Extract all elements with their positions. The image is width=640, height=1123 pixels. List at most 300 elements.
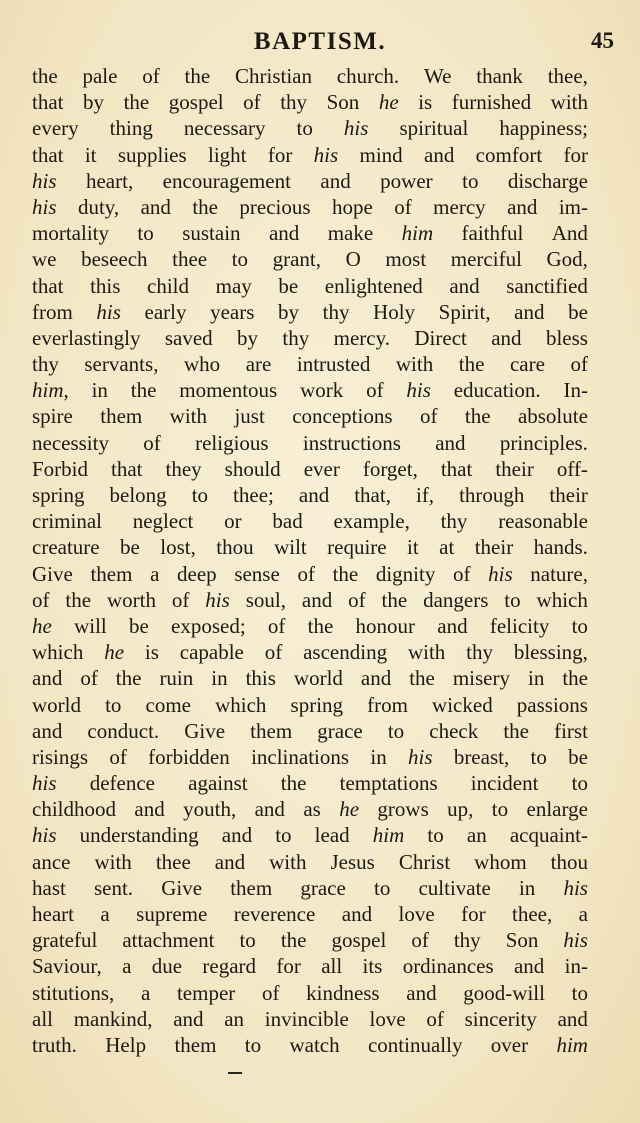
word: thee [155, 849, 191, 874]
word: and [32, 718, 63, 743]
word: will [74, 613, 107, 638]
word: of [267, 613, 286, 638]
word: which [536, 587, 588, 612]
word: Christian [234, 64, 312, 88]
word: acquaint- [509, 823, 588, 848]
word: to [462, 168, 479, 193]
word: thy [282, 325, 310, 350]
word: sanctified [506, 273, 588, 298]
word: and [491, 325, 522, 350]
word: for [563, 142, 588, 167]
word: thy [453, 928, 481, 953]
word: dangers [423, 587, 489, 612]
italic-word: his [343, 116, 369, 141]
word: they [165, 456, 202, 481]
word: and [221, 823, 253, 848]
word: the [184, 64, 211, 88]
text-line [32, 299, 588, 325]
word: sent. [93, 875, 134, 900]
word: belong [109, 483, 167, 507]
word: be [278, 273, 299, 298]
text-line [32, 587, 588, 613]
word: intrusted [296, 352, 371, 377]
word: in [211, 666, 228, 691]
word: deep [177, 561, 217, 586]
word: the [464, 404, 491, 429]
text-line [32, 901, 588, 927]
word: passions [516, 692, 588, 717]
word: Direct [414, 325, 467, 350]
word: over [490, 1032, 529, 1057]
word: and [140, 194, 171, 219]
word: the [123, 90, 150, 115]
word: of [264, 640, 283, 665]
word: Spirit, [438, 299, 491, 324]
word: this [90, 273, 121, 298]
italic-word: him [401, 221, 434, 246]
word: nature, [530, 561, 588, 586]
word: conduct. [87, 718, 160, 743]
word: by [83, 90, 105, 115]
word: thy [322, 299, 350, 324]
word: of [243, 90, 261, 115]
word: through [459, 483, 525, 507]
word: blessing, [513, 640, 588, 665]
word: with [407, 640, 446, 665]
word: lead [314, 823, 350, 848]
word: power [380, 168, 433, 193]
word: stitutions, [32, 980, 115, 1005]
word: im- [558, 194, 588, 219]
word: conceptions [292, 404, 393, 429]
word: them [100, 404, 143, 429]
italic-word: his [32, 823, 57, 848]
word: spire [32, 404, 73, 429]
word: sustain [182, 221, 241, 246]
word: saved [164, 325, 213, 350]
word: every [32, 116, 79, 141]
word: truth. [32, 1032, 77, 1057]
word: and [341, 902, 373, 926]
word: whom [474, 849, 527, 874]
word: early [144, 299, 187, 324]
word: breast, [453, 744, 510, 769]
word: criminal [32, 509, 102, 534]
word: Christ [398, 849, 451, 874]
page-header [0, 28, 640, 58]
word: a [578, 902, 588, 926]
word: thee, [512, 902, 553, 926]
word: spiritual [399, 116, 469, 141]
word: mind [359, 142, 403, 167]
word: servants, [84, 352, 159, 377]
word: and [406, 980, 437, 1005]
word: to [373, 875, 391, 900]
word: the [280, 928, 307, 953]
word: watch [289, 1032, 340, 1057]
word: the [192, 194, 218, 219]
word: the [307, 613, 334, 638]
word: we [32, 247, 57, 272]
word: it [407, 535, 419, 560]
word: of [348, 587, 366, 612]
word: precious [239, 194, 311, 219]
word: of [426, 1006, 444, 1031]
word: the [381, 587, 408, 612]
word: grace [300, 875, 346, 900]
text-line [32, 796, 588, 822]
word: in [91, 378, 108, 403]
word: off- [556, 456, 588, 481]
word: their [495, 456, 534, 481]
word: mortality [32, 221, 109, 246]
word: to [244, 1032, 262, 1057]
word: grateful [32, 928, 98, 953]
word: world [32, 692, 81, 717]
word: child [147, 273, 190, 298]
word: that [32, 142, 64, 167]
word: Give [184, 718, 226, 743]
text-line [32, 351, 588, 377]
word: ascending [303, 640, 388, 665]
word: be [128, 613, 149, 638]
word: of [142, 64, 160, 88]
italic-word: he [378, 90, 399, 115]
word: regard [202, 954, 257, 979]
word: love [369, 1006, 406, 1031]
word: and [557, 1006, 588, 1031]
word: enlightened [324, 273, 423, 298]
text-line [32, 115, 588, 141]
word: childhood [32, 797, 116, 822]
italic-word: his [32, 168, 57, 193]
word: to [105, 692, 122, 717]
word: against [188, 771, 248, 796]
text-line [32, 744, 588, 770]
word: ance [32, 849, 71, 874]
word: of [80, 666, 98, 691]
word: of [366, 378, 384, 403]
word: most [385, 247, 427, 272]
word: years [210, 299, 255, 324]
word: a [140, 980, 151, 1005]
text-line [32, 822, 588, 848]
word: and [360, 666, 392, 691]
word: or [224, 509, 242, 534]
body-text [32, 63, 588, 1058]
italic-word: him [556, 1032, 588, 1057]
word: just [234, 404, 265, 429]
word: the [562, 666, 588, 691]
word: momentous [179, 378, 278, 403]
word: first [554, 718, 588, 743]
word: forbidden [148, 744, 230, 769]
word: and [320, 168, 351, 193]
italic-word: he [339, 797, 360, 822]
word: and [173, 1006, 204, 1031]
word: come [145, 692, 192, 717]
word: as [303, 797, 321, 822]
word: sincerity [464, 1006, 537, 1031]
word: temptations [339, 771, 438, 796]
text-line [32, 508, 588, 534]
word: with [550, 90, 588, 115]
word: up, [447, 797, 474, 822]
text-line [32, 534, 588, 560]
footer-mark [228, 1072, 242, 1074]
italic-word: his [32, 771, 57, 796]
word: and [513, 954, 545, 979]
word: exposed; [171, 613, 246, 638]
word: to [191, 483, 209, 507]
text-line [32, 430, 588, 456]
word: honour [355, 613, 416, 638]
word: and [437, 613, 468, 638]
word: necessity [32, 430, 109, 455]
word: in [370, 744, 387, 769]
word: them [250, 718, 293, 743]
word: wicked [432, 692, 493, 717]
word: thy [466, 640, 493, 665]
word: of [297, 561, 315, 586]
word: furnished [451, 90, 532, 115]
word: that, [354, 483, 391, 507]
word: felicity [489, 613, 550, 638]
word: heart, [85, 168, 134, 193]
word: of [411, 928, 429, 953]
word: supplies [117, 142, 187, 167]
text-line [32, 482, 588, 508]
word: thou [550, 849, 588, 874]
italic-word: he [104, 640, 125, 665]
word: to [504, 587, 521, 612]
word: a [150, 561, 160, 586]
word: absolute [517, 404, 588, 429]
word: and [449, 273, 480, 298]
word: grace [317, 718, 363, 743]
word: from [367, 692, 408, 717]
word: that [111, 456, 143, 481]
word: and [298, 483, 330, 507]
word: thee; [233, 483, 274, 507]
text-line [32, 1006, 588, 1032]
word: with [395, 352, 434, 377]
word: thou [216, 535, 254, 560]
word: necessary [183, 116, 266, 141]
word: care [509, 352, 545, 377]
word: creature [32, 535, 100, 560]
word: be [568, 299, 588, 324]
italic-word: his [563, 928, 588, 953]
word: due [151, 954, 183, 979]
word: who [183, 352, 221, 377]
word: Saviour, [32, 954, 102, 979]
text-line [32, 377, 588, 403]
word: make [327, 221, 374, 246]
word: to [427, 823, 444, 848]
text-line [32, 561, 588, 587]
word: forget, [362, 456, 418, 481]
word: defence [89, 771, 155, 796]
word: a [122, 954, 132, 979]
word: is [418, 90, 433, 115]
word: mankind, [73, 1006, 153, 1031]
word: Forbid [32, 456, 89, 481]
word: thy [440, 509, 468, 534]
word: pale [82, 64, 118, 88]
word: the [458, 352, 485, 377]
word: everlastingly [32, 325, 141, 350]
text-line [32, 849, 588, 875]
italic-word: him, [32, 378, 69, 403]
word: ordinances [402, 954, 494, 979]
text-line [32, 273, 588, 299]
word: thy [280, 90, 308, 115]
word: with [169, 404, 208, 429]
word: of [261, 980, 280, 1005]
word: thee [172, 247, 208, 272]
text-line [32, 89, 588, 115]
word: which [215, 692, 267, 717]
word: and [214, 849, 246, 874]
word: Son [326, 90, 360, 115]
word: of [143, 430, 161, 455]
italic-word: his [205, 587, 230, 612]
word: youth, [183, 797, 237, 822]
word: We [423, 64, 452, 88]
word: to [387, 718, 405, 743]
word: world [293, 666, 343, 691]
word: ever [303, 456, 340, 481]
word: work [300, 378, 344, 403]
word: mercy. [333, 325, 390, 350]
word: be [568, 744, 588, 769]
word: of [394, 194, 412, 219]
word: soul, [245, 587, 286, 612]
word: at [439, 535, 455, 560]
word: may [215, 273, 252, 298]
word: the [409, 666, 435, 691]
word: faithful [461, 221, 524, 246]
word: principles. [499, 430, 588, 455]
word: religious [195, 430, 269, 455]
running-head: BAPTISM. [253, 28, 387, 55]
word: in [527, 666, 545, 691]
word: to [571, 980, 588, 1005]
word: thee, [547, 64, 588, 88]
word: gospel [331, 928, 387, 953]
word: and [32, 666, 63, 691]
word: them [230, 875, 273, 900]
word: kindness [306, 980, 380, 1005]
italic-word: his [313, 142, 339, 167]
word: instructions [302, 430, 401, 455]
word: of [109, 744, 127, 769]
word: and [268, 221, 300, 246]
word: Help [105, 1032, 147, 1057]
word: And [551, 221, 588, 246]
text-line [32, 325, 588, 351]
word: light [208, 142, 247, 167]
word: their [474, 535, 514, 560]
word: and [424, 142, 455, 167]
italic-word: his [406, 378, 431, 403]
text-line [32, 692, 588, 718]
word: with [94, 849, 132, 874]
word: to [491, 797, 509, 822]
word: neglect [132, 509, 194, 534]
word: of [570, 352, 588, 377]
word: of [32, 587, 50, 612]
word: discharge [507, 168, 588, 193]
word: its [362, 954, 383, 979]
italic-word: his [408, 744, 433, 769]
word: hast [32, 875, 66, 900]
word: Give [161, 875, 203, 900]
word: gospel [168, 90, 224, 115]
text-line [32, 220, 588, 246]
word: God, [546, 247, 588, 272]
word: to [530, 744, 547, 769]
word: a [100, 902, 110, 926]
word: sense [234, 561, 280, 586]
word: an [224, 1006, 245, 1031]
word: to [571, 613, 588, 638]
word: risings [32, 744, 89, 769]
word: by [278, 299, 300, 324]
text-line [32, 980, 588, 1006]
word: of [452, 561, 471, 586]
word: the [130, 378, 157, 403]
word: for [267, 142, 293, 167]
text-line [32, 770, 588, 796]
word: In- [563, 378, 588, 403]
text-line [32, 613, 588, 639]
word: to [296, 116, 313, 141]
word: example, [333, 509, 410, 534]
word: understanding [79, 823, 199, 848]
word: all [32, 1006, 53, 1031]
word: mercy [433, 194, 486, 219]
word: that [32, 273, 64, 298]
text-line [32, 194, 588, 220]
word: enlarge [526, 797, 588, 822]
word: bad [272, 509, 303, 534]
word: to [571, 771, 588, 796]
page-number: 45 [591, 28, 614, 53]
word: grows [377, 797, 429, 822]
word: the [332, 561, 359, 586]
word: continually [367, 1032, 463, 1057]
italic-word: him [372, 823, 405, 848]
word: the [115, 666, 142, 691]
word: spring [290, 692, 344, 717]
italic-word: his [488, 561, 513, 586]
word: this [245, 666, 276, 691]
word: wilt [274, 535, 307, 560]
word: them [90, 561, 133, 586]
word: in [518, 875, 536, 900]
word: thing [109, 116, 153, 141]
word: and [301, 587, 333, 612]
word: love [398, 902, 435, 926]
word: temper [176, 980, 236, 1005]
word: invincible [264, 1006, 349, 1031]
word: in- [564, 954, 588, 979]
word: Give [32, 561, 73, 586]
word: that [32, 90, 64, 115]
word: be [120, 535, 140, 560]
